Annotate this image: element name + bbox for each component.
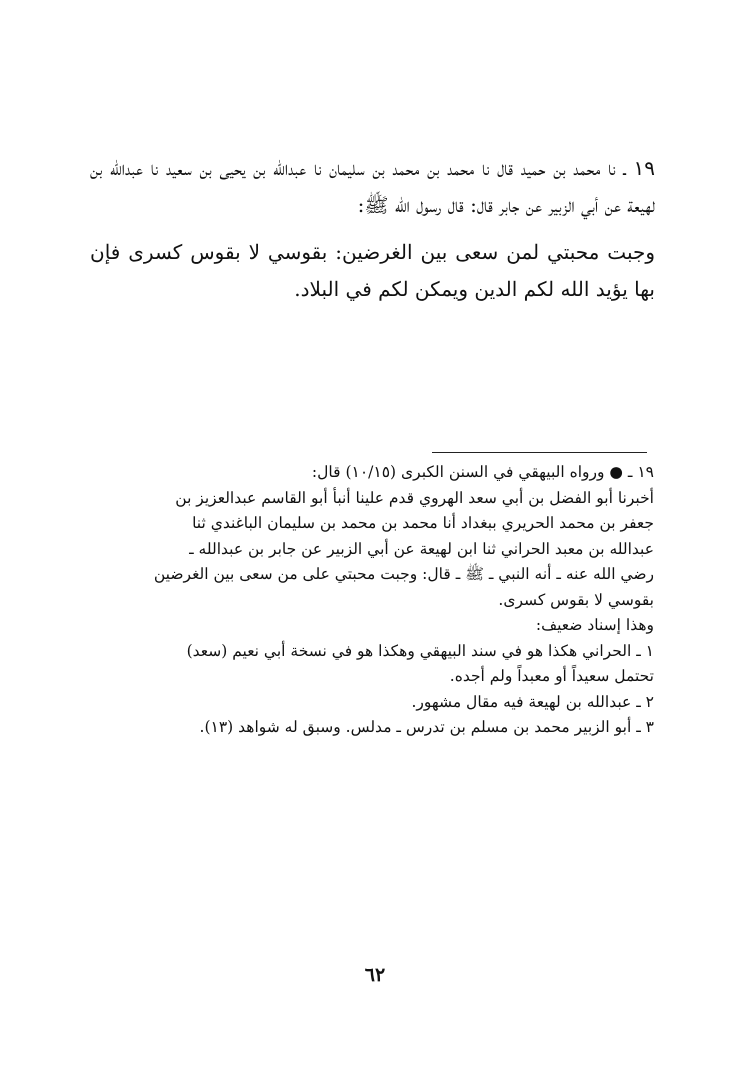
footnote-line: ٢ ـ عبدالله بن لهيعة فيه مقال مشهور. (411, 692, 654, 711)
footnote-line: ١ ـ الحراني هكذا هو في سند البيهقي وهكذا هو في نسخة أبي نعيم (سعد) (186, 641, 654, 660)
footnote-line: جعفر بن محمد الحريري ببغداد أنا محمد بن محمد بن سليمان الباغندي ثنا (192, 514, 654, 532)
footnote-line: أخبرنا أبو الفضل بن أبي سعد الهروي قدم علينا أنبأ أبو القاسم عبدالعزيز بن (175, 488, 654, 507)
footnote-line: عبدالله بن معبد الحراني ثنا ابن لهيعة عن أبي الزبير عن جابر بن عبدالله ـ (189, 539, 654, 558)
hadith-paragraph: ١٩ ـ نا محمد بن حميد قال نا محمد بن محمد بن سليمان نا عبدالله بن يحيى بن سعيد نا عبدالله بن لهيعة عن أبي الزبير عن جابر قال: قال رسول الله ﷺ: (90, 156, 655, 217)
footnote-line: رضي الله عنه ـ أنه النبي ـ ﷺ ـ قال: وجبت محبتي على من سعى بين الغرضين (153, 565, 654, 583)
footnote-line: تحتمل سعيداً أو معبداً ولم أجده. (449, 667, 654, 685)
footnote-line: ١٩ ـ ● ورواه البيهقي في السنن الكبرى (١٠/١٥) قال: (311, 463, 654, 481)
main-text (90, 150, 655, 308)
footnote-separator (432, 452, 647, 453)
hadith-matn-paragraph: وجبت محبتي لمن سعى بين الغرضين: بقوسي لا بقوس كسرى فإن بها يؤيد الله لكم الدين ويمكن لكم في البلاد. (90, 240, 655, 301)
footnote-line: بقوسي لا بقوس كسرى. (498, 590, 654, 609)
footnote-line: ٣ ـ أبو الزبير محمد بن مسلم بن تدرس ـ مدلس. وسبق له شواهد (١٣). (199, 718, 654, 736)
footnotes (86, 460, 654, 741)
footnote-line: وهذا إسناد ضعيف: (535, 616, 654, 634)
page-number: ٦٢ (364, 964, 386, 986)
